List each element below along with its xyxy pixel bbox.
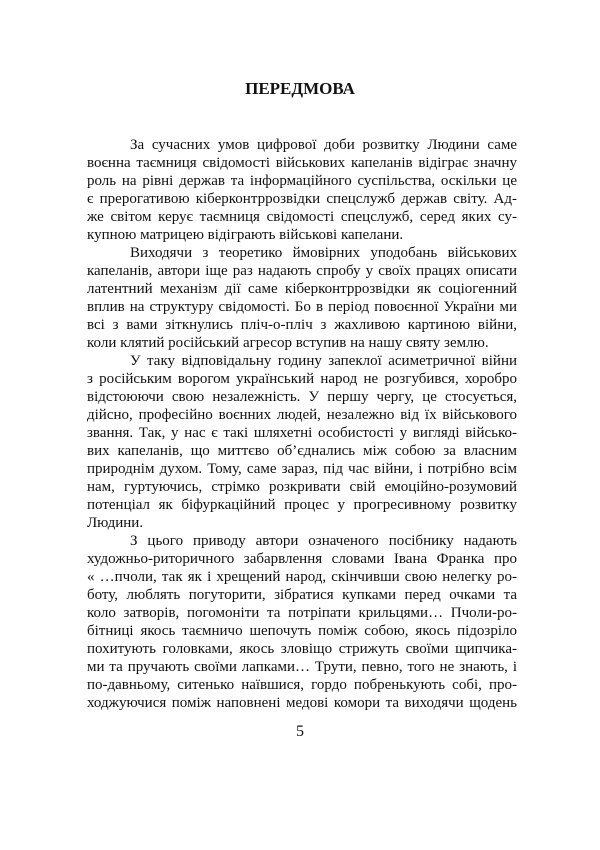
text-line: бітниці якось таємничо шепочуть поміж собою, якось підозріло — [87, 623, 517, 639]
text-line: же світом керує таємниця свідомості спецслужб, серед яких су- — [87, 209, 517, 225]
text-line: латентний механізм дії саме кіберконтррозвідки як соціогенний — [87, 281, 517, 297]
text-line: Виходячи з теоретико ймовірних уподобань військових — [130, 245, 517, 261]
text-line: нам, гуртуючись, стрімко розкривати свій емоційно-розумовий — [87, 479, 517, 495]
text-line: « …пчоли, так як і хрещений народ, скінчивши свою нелегку ро- — [87, 569, 517, 585]
text-line: Людини. — [87, 515, 144, 531]
text-line: з російським ворогом український народ не розгубився, хоробро — [87, 371, 517, 387]
text-line: роль на рівні держав та інформаційного суспільства, оскільки це — [87, 173, 517, 189]
text-line: За сучасних умов цифрової доби розвитку Людини саме — [130, 137, 517, 153]
text-line: вих капеланів, що миттєво об’єднались між собою за власним — [87, 443, 517, 459]
text-line: потенціал як біфуркаційний процес у прогресивному розвитку — [87, 497, 517, 513]
text-line: художньо-риторичного забарвлення словами Івана Франка про — [87, 551, 517, 567]
text-line: У таку відповідальну годину запеклої асиметричної війни — [130, 353, 517, 369]
text-line: по-давньому, ситенько наївшися, гордо побренькують собі, про- — [87, 677, 517, 693]
text-line: боту, люблять погуторити, зібратися купками перед очками та — [87, 587, 517, 603]
text-line: воєнна таємниця свідомості військових капеланів відіграє значну — [87, 155, 517, 171]
text-line: всі з вами зіткнулись пліч-о-пліч з жахливою картиною війни, — [87, 317, 517, 333]
page-title: ПЕРЕДМОВА — [245, 79, 355, 98]
text-line: коли клятий російський агресор вступив на нашу святу землю. — [87, 335, 489, 351]
text-line: похитують головками, якось зловіщо стрижуть своїми щипчика- — [87, 641, 517, 657]
text-line: ми та пручають своїми лапками… Трути, певно, того не знають, і — [87, 659, 517, 675]
text-line: купною матрицею відіграють військові капелани. — [87, 227, 404, 243]
text-line: ходжуючися поміж наповнені медові комори та виходячи щодень — [87, 695, 517, 711]
text-line: звання. Так, у нас є такі шляхетні особистості у вигляді військо- — [87, 425, 517, 441]
page-number: 5 — [296, 723, 304, 740]
text-line: З цього приводу автори означеного посібнику надають — [130, 533, 517, 549]
text-line: капеланів, автори іще раз надають спробу у своїх працях описати — [87, 263, 517, 279]
text-line: коло затворів, погомоніти та потріпати крильцями… Пчоли-ро- — [87, 605, 517, 621]
text-line: відстоюючи свою незалежність. У першу чергу, це стосується, — [87, 389, 517, 405]
text-line: є прерогативою кіберконтррозвідки спецслужб держав світу. Ад- — [87, 191, 517, 207]
text-line: дійсно, професійно воєнних людей, незалежно від їх військового — [87, 407, 517, 423]
text-line: вплив на структуру свідомості. Бо в період повоєнної України ми — [87, 299, 517, 315]
text-line: природнім духом. Тому, саме зараз, під час війни, і потрібно всім — [87, 461, 517, 477]
